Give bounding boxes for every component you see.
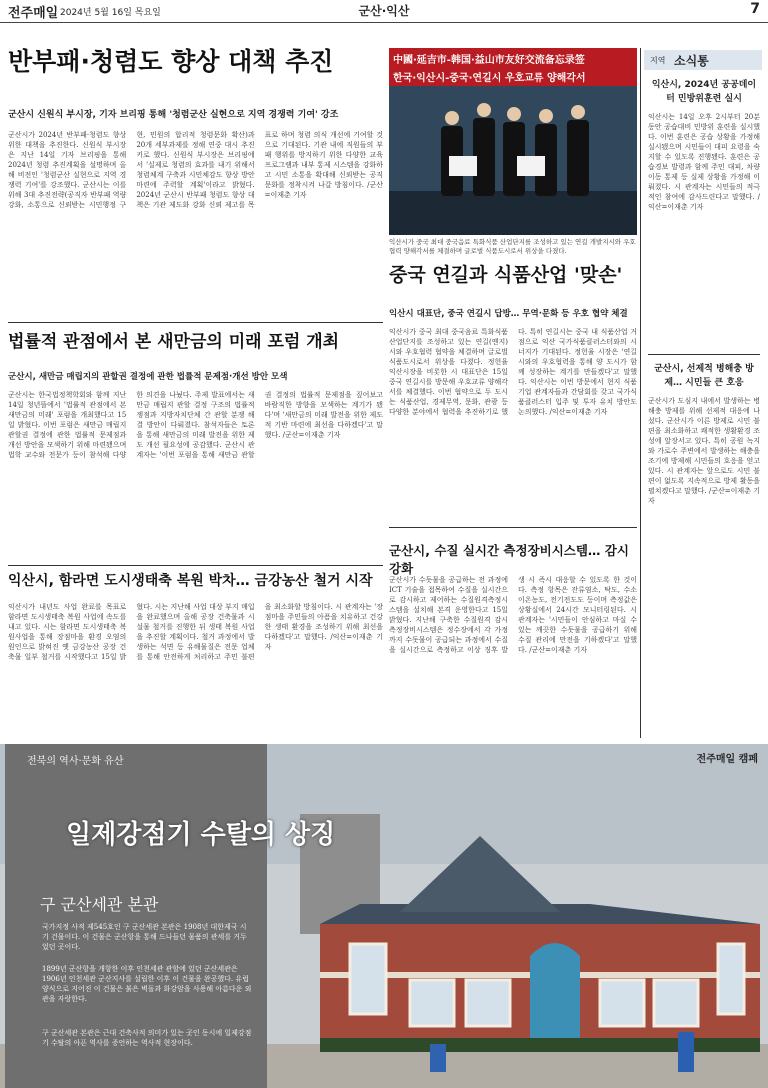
page-header xyxy=(0,0,768,23)
article3-body: 군산시는 한국법정책학회와 함께 지난 14일 청년뜰에서 '법률적 관점에서 본 새만금의 미래' 포럼을 개최했다고 15일 밝혔다. 이번 포럼은 새만금 매립지 관할권 결정에 관한 법률적 문제점과 개선 방안을 모색하기 위해 마련됐으며 법학 교수와 전문가 등이 참석해 다양한 의견을 나눴다. 주제 발표에서는 새만금 매립지 관할 결정 구조의 법률적 쟁점과 지방자치단체 간 관할 분쟁 해결 방안이 다뤄졌다. 참석자들은 토론을 통해 새만금의 미래 발전을 위한 제도 개선 필요성에 공감했다. 군산시 관계자는 '이번 포럼을 통해 새만금 관할권 결정의 법률적 문제점을 짚어보고 바람직한 방향을 모색하는 계기가 됐다'며 '새만금의 미래 발전을 위한 제도적 기반 마련에 최선을 다하겠다'고 말했다. /군산=이재춘 기자 xyxy=(8,391,383,459)
divider xyxy=(8,565,383,566)
feature-body-3: 구 군산세관 본관은 근대 건축사적 의미가 있는 곳인 동시에 일제강점기 수탈의 아픈 역사를 증언하는 역사적 현장이다. xyxy=(42,1029,252,1047)
article3-subhead: 군산시, 새만금 매립지의 관할권 결정에 관한 법률적 문제점·개선 방안 모색 xyxy=(8,372,288,382)
feature-subtitle: 구 군산세관 본관 xyxy=(40,895,159,914)
section-title: 군산·익산 xyxy=(358,4,410,18)
article5-body: 군산시가 수돗물을 공급하는 전 과정에 ICT 기술을 접목하여 수질을 실시간으로 감시하고 제어하는 수질원격측정시스템을 설치해 본격 운영한다고 15일 밝혔다. 지난해 구축한 수질원격 감시 측정장비시스템은 정수장에서 각 가정까지 수돗물이 공급되는 과정에서 수질을 실시간으로 측정하고 이상 징후 발생 시 즉시 대응할 수 있도록 한 것이다. 측정 항목은 잔류염소, 탁도, 수소이온농도, 전기전도도 등이며 측정값은 상황실에서 24시간 모니터링된다. 시 관계자는 '시민들이 안심하고 마실 수 있는 깨끗한 수돗물을 공급하기 위해 수질 관리에 만전을 기하겠다'고 말했다. /군산=이재춘 기자 xyxy=(389,576,637,654)
ceremony-scene xyxy=(389,86,637,235)
page-number: 7 xyxy=(750,1,760,17)
campaign-title: 전주매일 캠페 xyxy=(696,754,758,765)
banner-chinese-text: 中國·延吉市-韩国·益山市友好交流备忘录签 xyxy=(393,55,585,66)
banner-korean-text: 한국·익산시-중국·연길시 우호교류 양해각서 xyxy=(393,73,586,84)
article1-headline: 반부패·청렴도 향상 대책 추진 xyxy=(8,47,334,76)
article2-body: 익산시가 중국 최대 중국음료 특화식품 산업단지를 조성하고 있는 연길(옌지)시와 우호협력 협약을 체결하며 글로벌 식품도시로서 위상을 다졌다. 정헌율 익산시장을 비롯한 시 대표단은 15일 중국 연길시를 방문해 우호교류 양해각서를 체결했다. 이번 협약으로 두 도시는 식품산업, 경제무역, 문화, 관광 등 다양한 분야에서 협력을 추진하기로 했다. 특히 연길시는 중국 내 식품산업 거점으로 익산 국가식품클러스터와의 시너지가 기대된다. 정헌율 시장은 '연길시와의 우호협력을 통해 양 도시가 함께 성장하는 계기를 만들겠다'고 말했다. 익산시는 이번 방문에서 현지 식품기업 관계자들과 간담회를 갖고 국가식품클러스터 입주 및 투자 유치 방안도 논의했다. /익산=이재춘 기자 xyxy=(389,328,637,416)
article3-headline: 법률적 관점에서 본 새만금의 미래 포럼 개최 xyxy=(8,332,340,352)
sidebar-header xyxy=(644,50,762,70)
sidebar-item1-title: 익산시, 2024년 공공데이터 민방위훈련 실시 xyxy=(651,80,757,104)
ceremony-banner xyxy=(389,48,637,86)
sidebar-item2-title: 군산시, 선제적 병해충 방제… 시민들 큰 호응 xyxy=(654,364,754,388)
sidebar-title: 소식통 xyxy=(674,54,709,68)
heritage-feature xyxy=(0,744,768,1088)
feature-body-2: 1899년 군산항을 개항한 이후 인천세관 관할에 있던 군산세관은 1906년 인천세관 군산지사를 설립한 이후 이 건물을 완공했다. 유럽 양식으로 지어진 이 건물은 붉은 벽돌과 화강암을 사용해 아름다운 외관을 자랑한다. xyxy=(42,965,252,1003)
series-title: 전북의 역사·문화 유산 xyxy=(27,756,124,767)
article1-body: 군산시가 2024년 반부패·청렴도 향상 위한 대책을 추진한다. 신원식 부시장은 지난 14일 기자 브리핑을 통해 2024년 청렴 추진계획을 설명하며 올해 비전인 '청렴군산 실현으로 지역 경쟁력 기여'를 강조했다. 군산시는 이를 위해 3대 추진전략(공직자 반부패 역량강화, 소통으로 신뢰받는 시민행정 구현, 민원의 합리적 청렴문화 확산)과 20개 세부과제를 정해 연중 대시 추진키로 했다. 신원식 부시장은 브리핑에서 '실제로 청렴의 효과를 내기 위해서 청렴체계 구축과 시민체감도 향상 방안 마련에 주력할 계획'이라고 밝혔다. 2024년 군산시 반부패 청렴도 향상 대책은 기관 제도화 강화 신뢰 제고를 목표로 하며 청렴 의식 개선에 기여할 것으로 기대된다. 기관 내에 직원들의 부패 행위를 방지하기 위한 다양한 교육 프로그램과 내부 통제 시스템을 강화하고 시민 소통을 확대해 신뢰받는 공직 문화를 정착시켜 나갈 방침이다. /군산=이재춘 기자 xyxy=(8,131,383,209)
divider xyxy=(648,354,760,355)
issue-date: 2024년 5월 16일 목요일 xyxy=(60,8,161,18)
divider xyxy=(8,322,383,323)
article2-headline: 중국 연길과 식품산업 '맞손' xyxy=(389,264,623,286)
sidebar-item1-body: 익산시는 14일 오후 2시부터 20분 동안 공습대비 민방위 훈련을 실시했다. 이번 훈련은 공습 상황을 가정해 실시됐으며 시민들이 대피 요령을 숙지할 수 있도록 진행됐다. 훈련은 공습경보 발령과 함께 주민 대피, 차량 이동 통제 등 실제 상황을 가정해 이뤄졌다. 시 관계자는 시민들의 적극적인 참여에 감사드린다고 말했다. /익산=이재춘 기자 xyxy=(648,113,760,211)
feature-body-1: 국가지정 사적 제545호인 구 군산세관 본관은 1908년 대한제국 시기 건물이다. 이 건물은 군산항을 통해 드나들던 물품의 관세를 거두었던 곳이다. xyxy=(42,923,247,951)
feature-headline: 일제강점기 수탈의 상징 xyxy=(66,820,336,850)
column-divider xyxy=(640,48,641,738)
newspaper-logo: 전주매일 xyxy=(8,6,59,21)
article4-headline: 익산시, 함라면 도시생태축 복원 박차… 금강농산 철거 시작 xyxy=(8,573,373,589)
ceremony-photo xyxy=(389,48,637,235)
article5-headline: 군산시, 수질 실시간 측정장비시스템… 감시 강화 xyxy=(389,543,629,576)
divider xyxy=(389,527,637,528)
article1-subhead: 군산시 신원식 부시장, 기자 브리핑 통해 '청렴군산 실현으로 지역 경쟁력 기여' 강조 xyxy=(8,110,339,120)
sidebar-item2-body: 군산시가 도심지 내에서 발생하는 병해충 방제를 위해 선제적 대응에 나섰다. 군산시가 이른 방제로 시민 불편을 최소화하고 쾌적한 생활환경 조성에 앞장서고 있다. 특히 공원 녹지와 가로수 주변에서 발생하는 해충을 조기에 방제해 시민들의 호응을 얻고 있다. 시 관계자는 앞으로도 시민 불편이 없도록 지속적으로 방제 활동을 펼치겠다고 말했다. /군산=이재춘 기자 xyxy=(648,397,760,505)
sidebar-label: 지역 xyxy=(650,56,666,65)
article2-subhead: 익산시 대표단, 중국 연길시 답방… 무역·문화 등 우호 협약 체결 xyxy=(389,309,628,319)
photo1-caption: 익산시가 중국 최대 중국음료 특화식품 산업단지를 조성하고 있는 연길 개발지시와 우호협력 양해각서를 체결하며 글로벌 식품도시로서 위상을 다졌다. xyxy=(389,238,636,255)
article4-body: 익산시가 내년도 사업 완료를 목표로 함라면 도시생태축 복원 사업에 속도를 내고 있다. 시는 함라면 도시생태축 복원사업을 통해 장점마을 환경 오염의 원인으로 밝혀진 옛 금강농산 공장 건축물 일부 철거를 시작했다고 15일 밝혔다. 시는 지난해 사업 대상 부지 매입을 완료했으며 올해 공장 건축물과 시설물 철거를 진행한 뒤 생태 복원 사업을 추진할 계획이다. 철거 과정에서 발생하는 석면 등 유해물질은 전문 업체를 통해 안전하게 처리하고 주민 불편을 최소화할 방침이다. 시 관계자는 '장점마을 주민들의 아픔을 치유하고 건강한 생태 환경을 조성하기 위해 최선을 다하겠다'고 말했다. /익산=이재춘 기자 xyxy=(8,603,383,661)
